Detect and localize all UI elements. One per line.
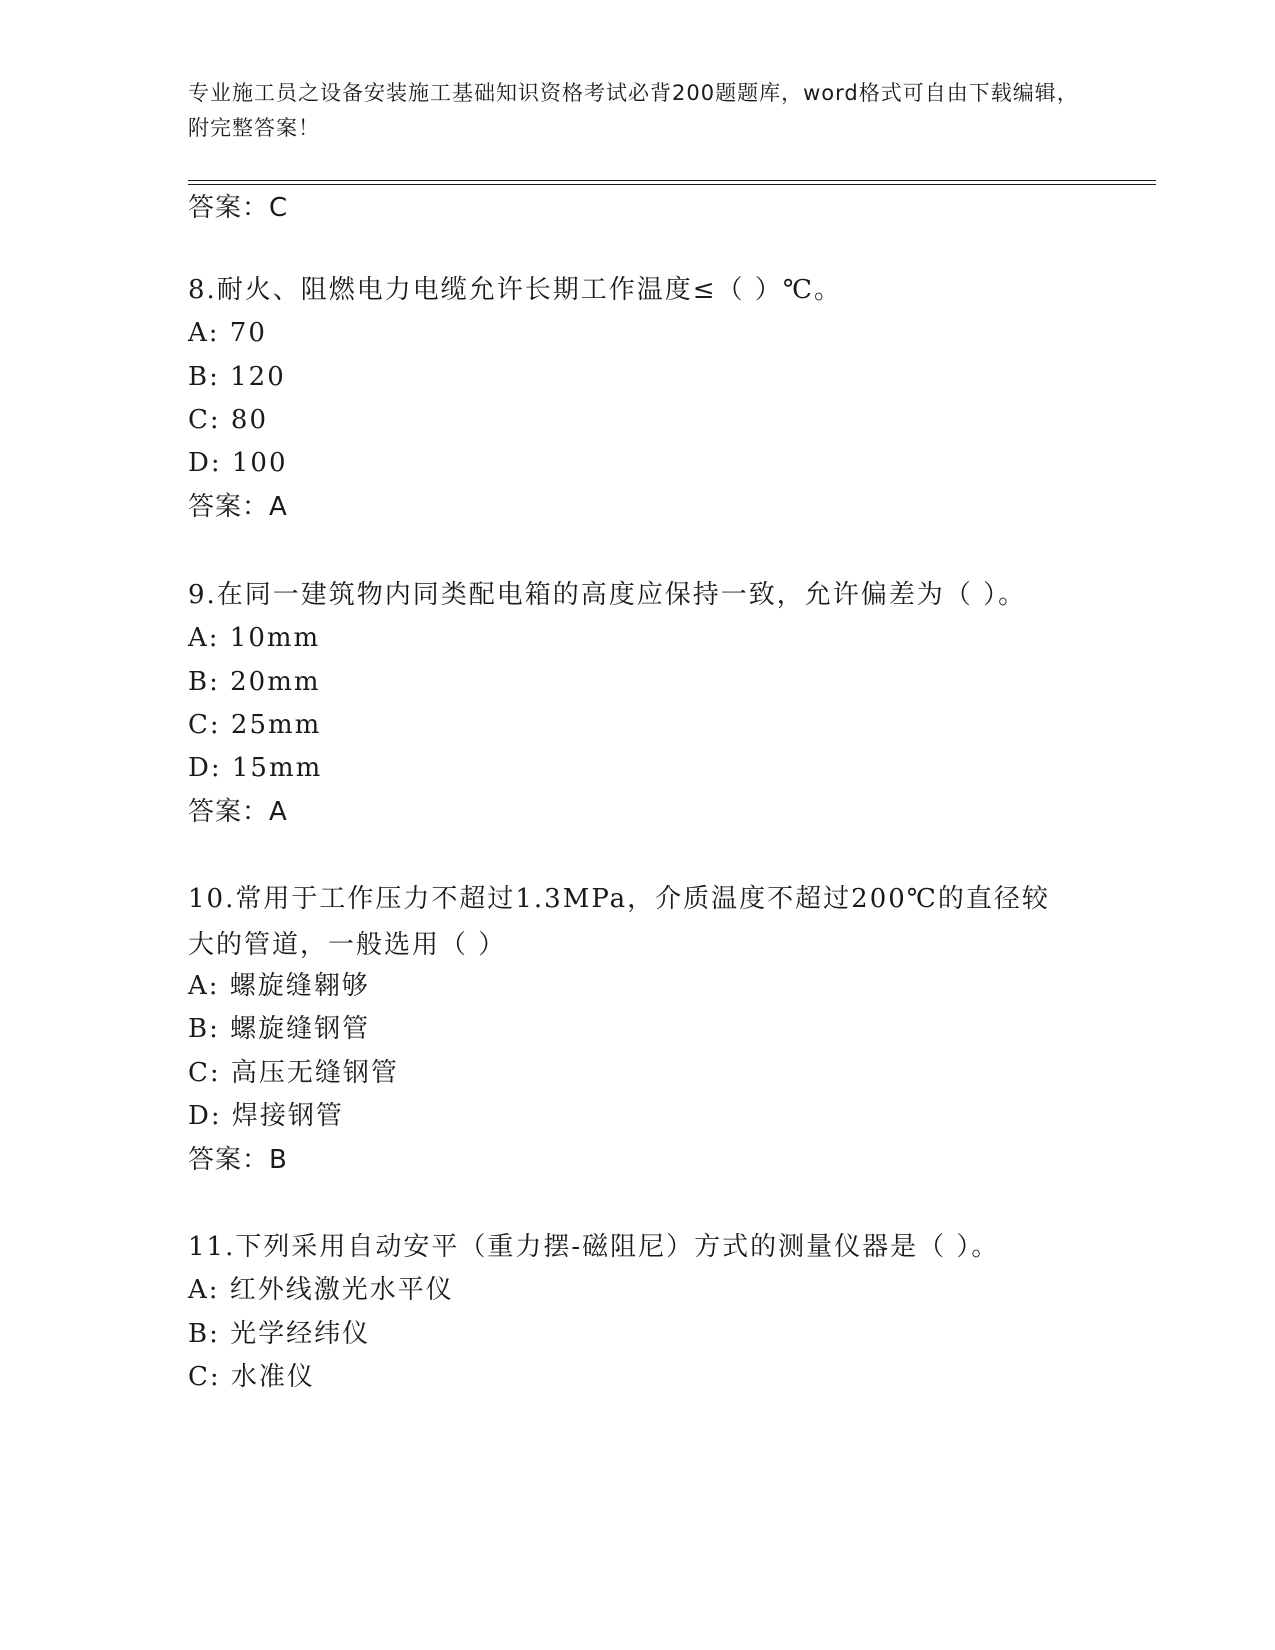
header-divider-top xyxy=(188,180,1156,181)
question-8-option-a: A: 70 xyxy=(188,318,267,348)
question-11-option-c: C: 水准仪 xyxy=(188,1362,315,1392)
question-10-option-b: B: 螺旋缝钢管 xyxy=(188,1014,371,1044)
question-8-answer: 答案：A xyxy=(188,492,288,522)
question-9-answer: 答案：A xyxy=(188,797,288,827)
question-10-answer: 答案：B xyxy=(188,1145,288,1175)
question-11-option-a: A: 红外线激光水平仪 xyxy=(188,1275,454,1305)
question-10-option-a: A: 螺旋缝翱够 xyxy=(188,971,370,1001)
question-9-option-b: B: 20mm xyxy=(188,667,321,697)
question-9-option-d: D: 15mm xyxy=(188,753,323,783)
question-11-option-b: B: 光学经纬仪 xyxy=(188,1319,371,1349)
question-9-stem: 9.在同一建筑物内同类配电箱的高度应保持一致，允许偏差为（ ）。 xyxy=(188,580,1027,610)
document-header: 专业施工员之设备安装施工基础知识资格考试必背200题题库，word格式可自由下载编辑，附完整答案！ xyxy=(188,81,1079,140)
question-11-stem: 11.下列采用自动安平（重力摆-磁阻尼）方式的测量仪器是（ ）。 xyxy=(188,1232,1000,1262)
question-10-option-d: D: 焊接钢管 xyxy=(188,1101,344,1131)
question-9-option-c: C: 25mm xyxy=(188,710,322,740)
previous-answer: 答案：C xyxy=(188,193,289,223)
question-9-option-a: A: 10mm xyxy=(188,623,321,653)
question-8-option-b: B: 120 xyxy=(188,362,286,392)
header-divider-bottom xyxy=(188,184,1156,185)
question-10-option-c: C: 高压无缝钢管 xyxy=(188,1058,399,1088)
question-8-option-c: C: 80 xyxy=(188,405,269,435)
question-8-stem: 8.耐火、阻燃电力电缆允许长期工作温度≤（ ）℃。 xyxy=(188,275,842,305)
question-10-stem: 10.常用于工作压力不超过1.3MPa，介质温度不超过200℃的直径较大的管道，一般选用（ ） xyxy=(188,884,1050,960)
question-8-option-d: D: 100 xyxy=(188,448,288,478)
